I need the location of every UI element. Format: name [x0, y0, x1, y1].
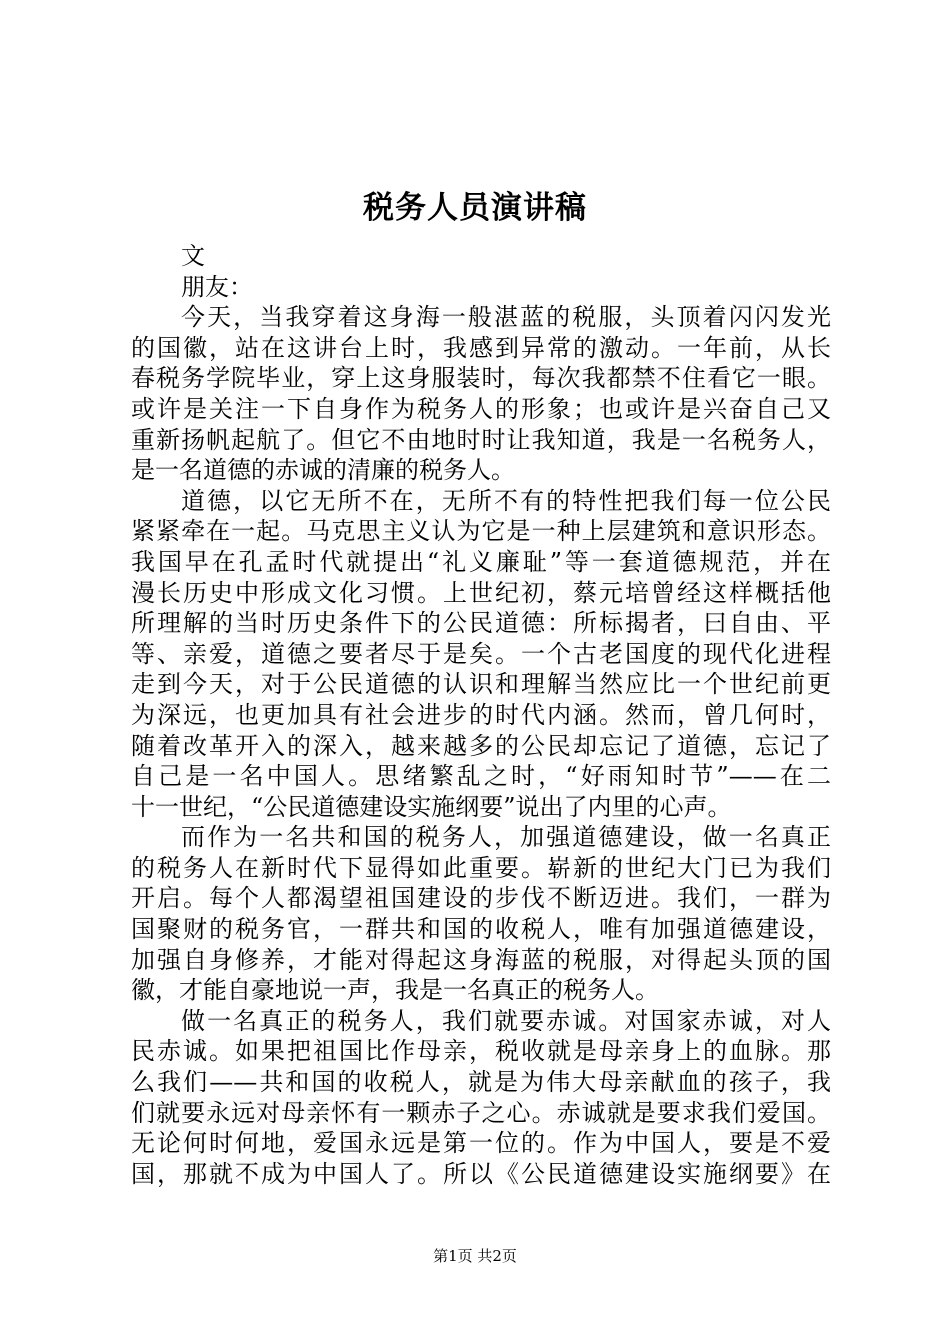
text-line: 国，那就不成为中国人了。所以《公民道德建设实施纲要》在 [131, 1159, 831, 1188]
text-line: 随着改革开入的深入，越来越多的公民却忘记了道德，忘记了 [131, 731, 831, 760]
text-line: 走到今天，对于公民道德的认识和理解当然应比一个世纪前更 [131, 670, 831, 699]
text-line: 的税务人在新时代下显得如此重要。崭新的世纪大门已为我们 [131, 853, 831, 882]
text-line: 道德，以它无所不在，无所不有的特性把我们每一位公民 [181, 486, 831, 515]
text-line: 无论何时何地，爱国永远是第一位的。作为中国人，要是不爱 [131, 1129, 831, 1158]
text-line: 做一名真正的税务人，我们就要赤诚。对国家赤诚，对人 [181, 1006, 831, 1035]
text-line: 为深远，也更加具有社会进步的时代内涵。然而，曾几何时， [131, 700, 831, 729]
text-line: 民赤诚。如果把祖国比作母亲，税收就是母亲身上的血脉。那 [131, 1037, 831, 1066]
text-line: 紧紧牵在一起。马克思主义认为它是一种上层建筑和意识形态。 [131, 517, 831, 546]
text-line: 开启。每个人都渴望祖国建设的步伐不断迈进。我们，一群为 [131, 884, 831, 913]
text-line: 所理解的当时历史条件下的公民道德：所标揭者，曰自由、平 [131, 609, 831, 638]
text-line: 等、亲爱，道德之要者尽于是矣。一个古老国度的现代化进程 [131, 639, 831, 668]
text-line: 么我们——共和国的收税人，就是为伟大母亲献血的孩子，我 [131, 1068, 831, 1097]
text-line: 国聚财的税务官，一群共和国的收税人，唯有加强道德建设， [131, 915, 831, 944]
text-line: 自己是一名中国人。思绪繁乱之时，“好雨知时节”——在二 [131, 762, 831, 791]
text-line: 春税务学院毕业，穿上这身服装时，每次我都禁不住看它一眼。 [131, 364, 831, 393]
text-line: 是一名道德的赤诚的清廉的税务人。 [131, 456, 515, 485]
document-body [131, 241, 831, 1189]
text-line: 徽，才能自豪地说一声，我是一名真正的税务人。 [131, 976, 659, 1005]
text-line: 漫长历史中形成文化习惯。上世纪初，蔡元培曾经这样概括他 [131, 578, 831, 607]
text-line: 十一世纪，“公民道德建设实施纲要”说出了内里的心声。 [131, 792, 732, 821]
text-line: 今天，当我穿着这身海一般湛蓝的税服，头顶着闪闪发光 [181, 303, 831, 332]
text-line: 的国徽，站在这讲台上时，我感到异常的激动。一年前，从长 [131, 333, 831, 362]
text-line: 我国早在孔孟时代就提出“礼义廉耻”等一套道德规范，并在 [131, 547, 831, 576]
text-line: 加强自身修养，才能对得起这身海蓝的税服，对得起头顶的国 [131, 945, 831, 974]
text-line: 们就要永远对母亲怀有一颗赤子之心。赤诚就是要求我们爱国。 [131, 1098, 831, 1127]
text-line: 朋友： [181, 272, 253, 301]
document-title: 税务人员演讲稿 [363, 190, 587, 226]
text-line: 或许是关注一下自身作为税务人的形象；也或许是兴奋自己又 [131, 394, 831, 423]
page-footer: 第1页 共2页 [433, 1247, 517, 1265]
text-line: 重新扬帆起航了。但它不由地时时让我知道，我是一名税务人， [131, 425, 831, 454]
text-line: 而作为一名共和国的税务人，加强道德建设，做一名真正 [181, 823, 831, 852]
text-line: 文 [181, 242, 205, 270]
